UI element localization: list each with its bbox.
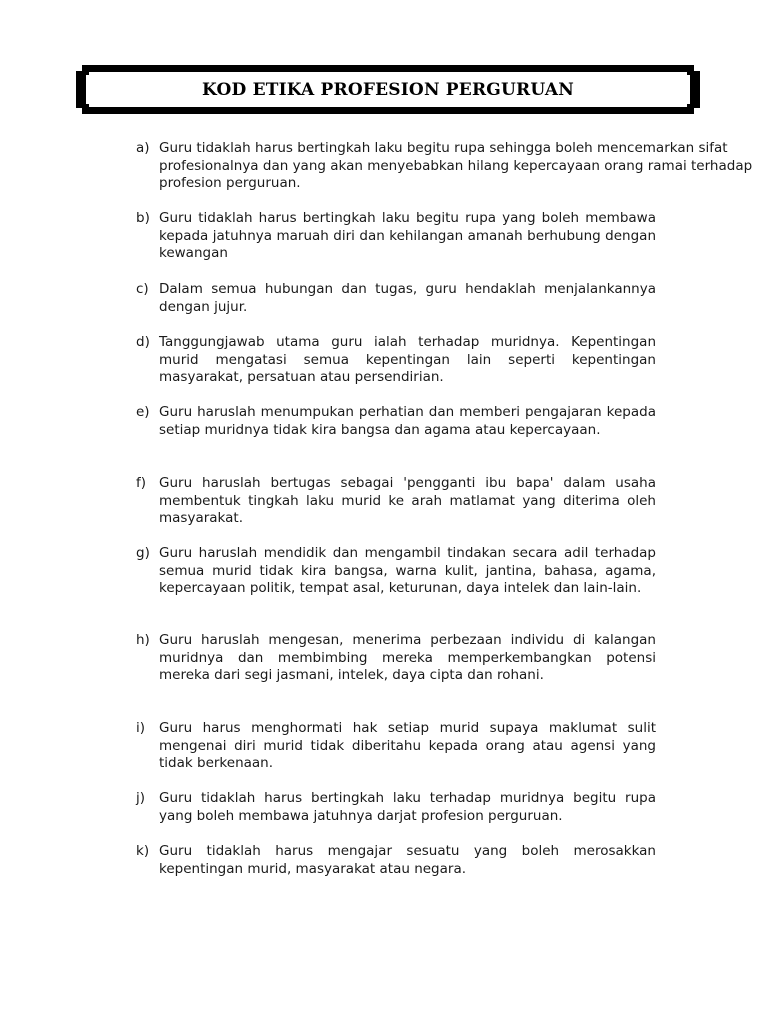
item-text: Guru tidaklah harus bertingkah laku begitu rupa sehingga boleh mencemarkan sifat profesionalnya dan yang akan menyebabkan hilang kepercayaan orang ramai terhadap profesion perguruan. bbox=[159, 140, 753, 192]
item-text: Guru tidaklah harus bertingkah laku terhadap muridnya begitu rupa yang boleh membawa jatuhnya darjat profesion perguruan. bbox=[159, 790, 656, 824]
item-text: Guru haruslah mengesan, menerima perbezaan individu di kalangan muridnya dan membimbing mereka memperkembangkan potensi mereka dari segi jasmani, intelek, daya cipta dan rohani. bbox=[159, 632, 656, 684]
item-text: Guru haruslah bertugas sebagai 'pengganti ibu bapa' dalam usaha membentuk tingkah laku murid ke arah matlamat yang diterima oleh masyarakat. bbox=[159, 475, 656, 527]
list-item bbox=[136, 281, 656, 316]
item-text: Guru tidaklah harus mengajar sesuatu yang boleh merosakkan kepentingan murid, masyarakat atau negara. bbox=[159, 843, 656, 877]
item-label: d) bbox=[136, 334, 150, 350]
page-title: KOD ETIKA PROFESION PERGURUAN bbox=[202, 79, 574, 100]
list-item bbox=[136, 632, 656, 685]
list-item bbox=[136, 475, 656, 528]
item-text: Dalam semua hubungan dan tugas, guru hendaklah menjalankannya dengan jujur. bbox=[159, 281, 656, 315]
list-item bbox=[136, 334, 656, 387]
item-text: Guru haruslah menumpukan perhatian dan memberi pengajaran kepada setiap muridnya tidak kira bangsa dan agama atau kepercayaan. bbox=[159, 404, 656, 438]
list-item bbox=[136, 720, 656, 773]
item-text: Guru harus menghormati hak setiap murid supaya maklumat sulit mengenai diri murid tidak diberitahu kepada orang atau agensi yang tidak berkenaan. bbox=[159, 720, 656, 772]
item-text: Tanggungjawab utama guru ialah terhadap muridnya. Kepentingan murid mengatasi semua kepentingan lain seperti kepentingan masyarakat, persatuan atau persendirian. bbox=[159, 334, 656, 386]
list-item bbox=[136, 210, 656, 263]
item-label: i) bbox=[136, 720, 146, 736]
list-item bbox=[136, 545, 656, 598]
item-label: c) bbox=[136, 281, 149, 297]
item-label: j) bbox=[136, 790, 146, 806]
item-label: k) bbox=[136, 843, 150, 859]
list-item bbox=[136, 140, 756, 193]
list-item bbox=[136, 843, 656, 878]
item-label: b) bbox=[136, 210, 150, 226]
item-label: h) bbox=[136, 632, 150, 648]
item-label: f) bbox=[136, 475, 147, 491]
item-label: a) bbox=[136, 140, 150, 156]
item-text: Guru haruslah mendidik dan mengambil tindakan secara adil terhadap semua murid tidak kira bangsa, warna kulit, jantina, bahasa, agama, kepercayaan politik, tempat asal, keturunan, daya intelek dan lain-lain. bbox=[159, 545, 656, 597]
list-item bbox=[136, 790, 656, 825]
title-banner bbox=[76, 65, 700, 114]
list-item bbox=[136, 404, 656, 439]
item-text: Guru tidaklah harus bertingkah laku begitu rupa yang boleh membawa kepada jatuhnya maruah diri dan kehilangan amanah berhubung dengan kewangan bbox=[159, 210, 656, 262]
item-label: g) bbox=[136, 545, 150, 561]
item-label: e) bbox=[136, 404, 150, 420]
